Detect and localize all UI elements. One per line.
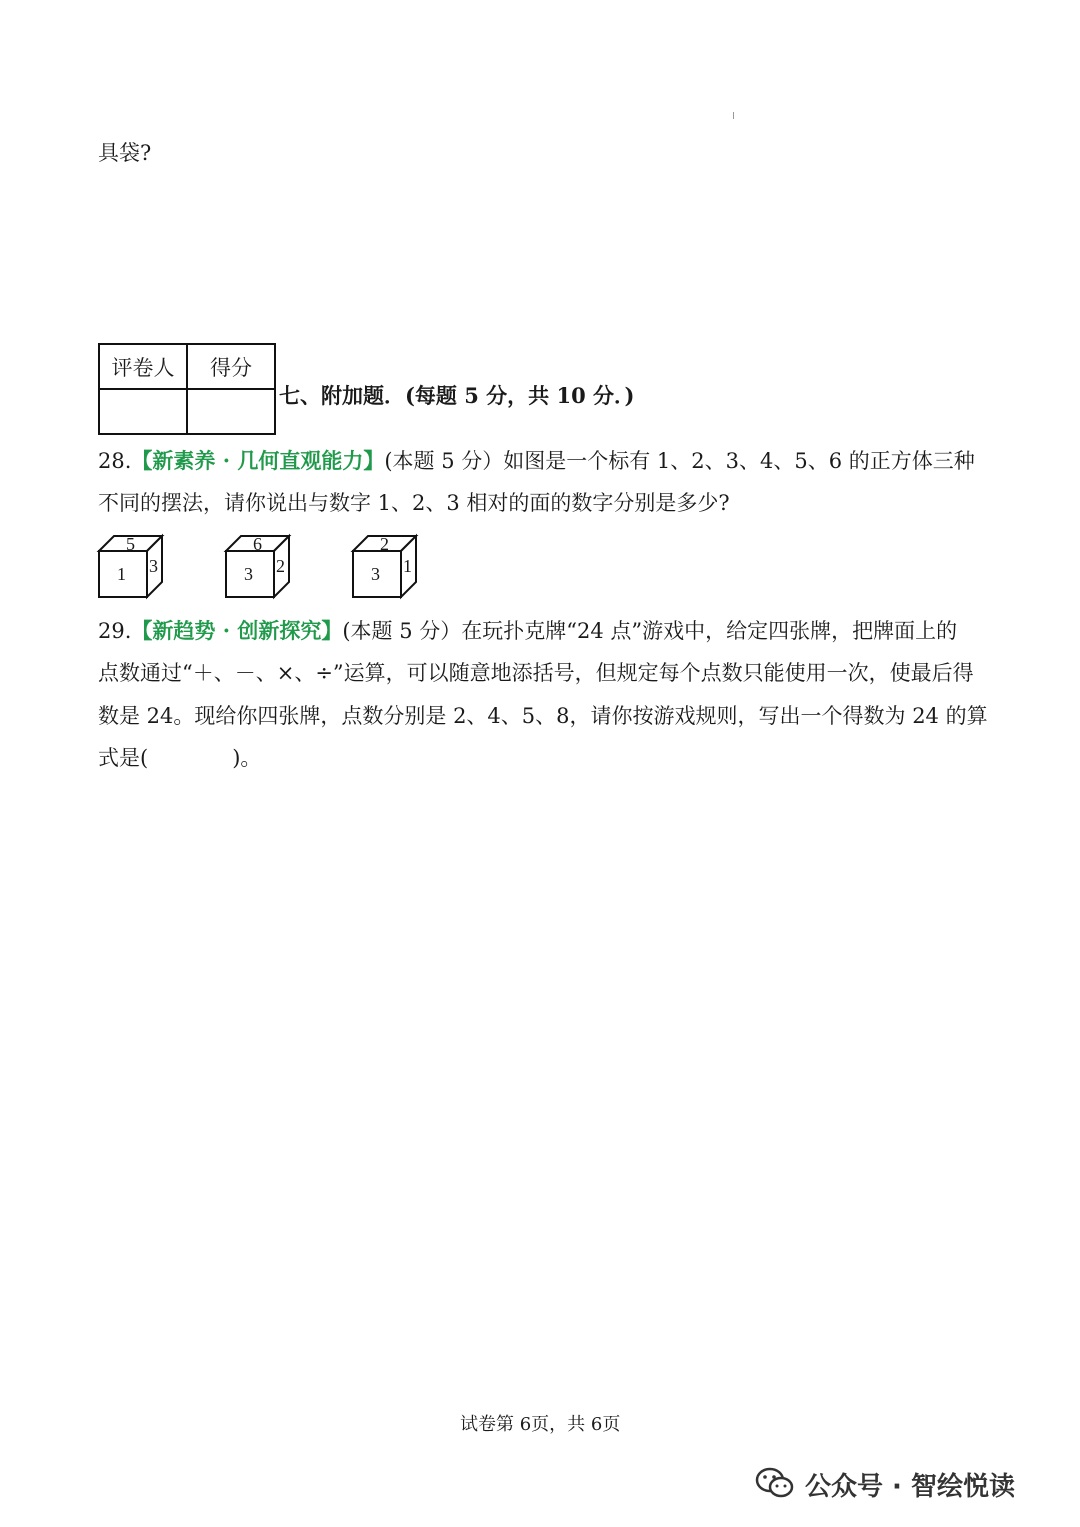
score-header: 得分 [187,344,275,389]
question-29-line-2: 点数通过“＋、－、×、÷”运算，可以随意地添括号，但规定每个点数只能使用一次，使最后得 [98,661,974,685]
cube-front-label: 3 [244,564,253,584]
question-tag: 【新趋势 · 创新探究】 [131,618,343,643]
cube-top-label: 6 [253,534,262,554]
reviewer-cell [99,389,187,434]
stray-mark [733,112,734,119]
score-cell [187,389,275,434]
question-29-line-4: 式是( )。 [98,746,262,770]
question-tag: 【新素养 · 几何直观能力】 [131,448,385,473]
cube-1 [98,535,164,599]
question-number: 28. [98,449,132,473]
cube-front-label: 1 [117,564,126,584]
page-footer: 试卷第 6页，共 6页 [460,1414,621,1435]
cube-side-label: 2 [276,556,285,576]
question-text: (本题 5 分）如图是一个标有 1、2、3、4、5、6 的正方体三种 [384,449,975,473]
question-29-line-3: 数是 24。现给你四张牌，点数分别是 2、4、5、8，请你按游戏规则，写出一个得数为 24 的算 [98,704,988,728]
question-text: (本题 5 分）在玩扑克牌“24 点”游戏中，给定四张牌，把牌面上的 [342,619,958,643]
question-28-line-2: 不同的摆法，请你说出与数字 1、2、3 相对的面的数字分别是多少? [98,491,730,515]
cube-2 [225,535,291,599]
wechat-icon [755,1466,795,1500]
cube-front-label: 3 [371,564,380,584]
reviewer-header: 评卷人 [99,344,187,389]
cube-side-label: 1 [403,556,412,576]
question-28-line-1 [98,450,975,472]
cube-3 [352,535,418,599]
cube-top-label: 2 [380,534,389,554]
watermark-text: 公众号 · 智绘悦读 [805,1472,1015,1502]
question-29-line-1 [98,620,957,642]
previous-question-tail: 具袋? [98,141,152,165]
question-number: 29. [98,619,132,643]
watermark [755,1462,1055,1506]
cube-top-label: 5 [126,534,135,554]
section-title: 七、附加题．(每题 5 分，共 10 分．) [279,383,635,408]
cube-side-label: 3 [149,556,158,576]
score-table [98,343,276,435]
